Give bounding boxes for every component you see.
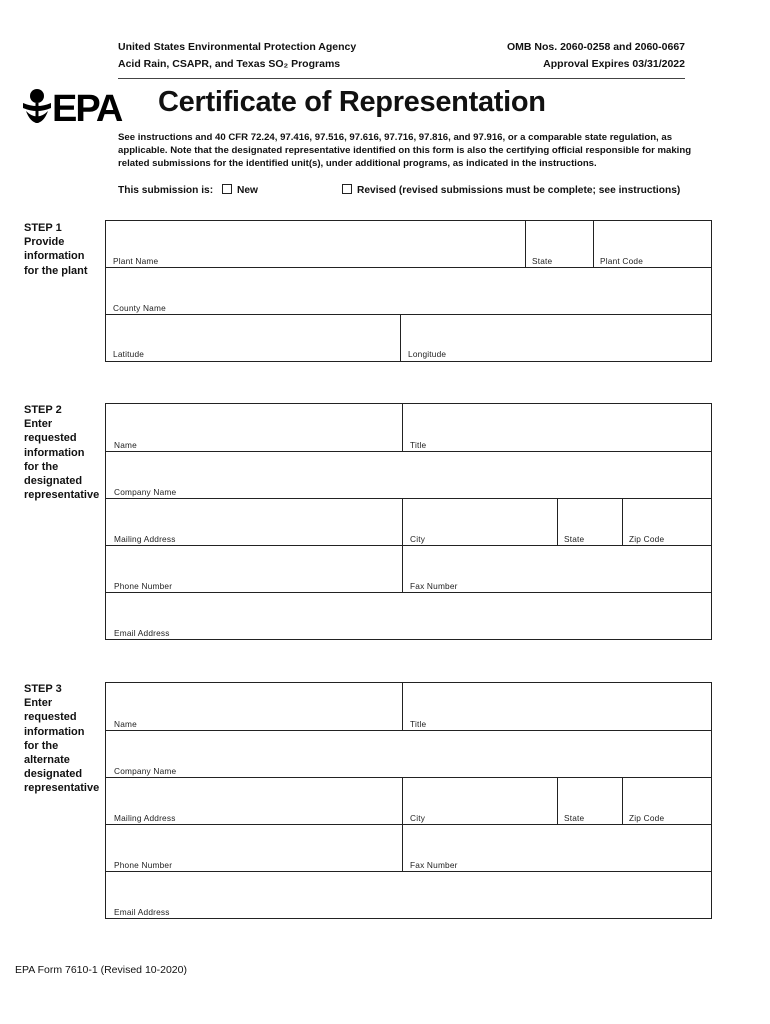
omb-numbers: OMB Nos. 2060-0258 and 2060-0667 <box>506 41 685 53</box>
new-label: New <box>237 185 258 196</box>
dr-city-label: City <box>410 534 426 544</box>
adr-title-label: Title <box>410 719 427 729</box>
dr-company-field[interactable] <box>106 452 711 498</box>
new-option[interactable] <box>222 184 258 197</box>
plant-name-field[interactable] <box>106 221 525 267</box>
dr-company-label: Company Name <box>114 487 177 497</box>
dr-state-field[interactable] <box>558 499 622 545</box>
adr-company-field[interactable] <box>106 731 711 777</box>
epa-flower-icon <box>22 86 126 126</box>
revised-option[interactable] <box>342 184 680 197</box>
page-title: Certificate of Representation <box>158 86 546 118</box>
dr-mailing-address-label: Mailing Address <box>114 534 176 544</box>
dr-title-field[interactable] <box>403 404 711 451</box>
plant-name-label: Plant Name <box>113 256 159 266</box>
dr-state-label: State <box>564 534 585 544</box>
adr-title-field[interactable] <box>403 683 711 730</box>
adr-name-label: Name <box>114 719 137 729</box>
dr-title-label: Title <box>410 440 427 450</box>
plant-code-label: Plant Code <box>600 256 644 266</box>
adr-email-field[interactable] <box>106 872 711 918</box>
latitude-label: Latitude <box>113 349 145 359</box>
epa-logo-text: EPA <box>52 88 122 126</box>
adr-name-field[interactable] <box>106 683 402 730</box>
adr-mailing-address-label: Mailing Address <box>114 813 176 823</box>
epa-logo <box>22 86 126 126</box>
adr-email-label: Email Address <box>114 907 170 917</box>
dr-fax-label: Fax Number <box>410 581 458 591</box>
plant-state-field[interactable] <box>526 221 593 267</box>
plant-code-field[interactable] <box>594 221 711 267</box>
dr-mailing-address-field[interactable] <box>106 499 402 545</box>
revised-label: Revised (revised submissions must be complete; see instructions) <box>357 185 681 196</box>
step1-heading: STEP 1 Provide information for the plant <box>24 222 88 277</box>
header-divider <box>118 78 685 79</box>
agency-name: United States Environmental Protection Agency <box>118 41 357 53</box>
dr-city-field[interactable] <box>403 499 557 545</box>
dr-fax-field[interactable] <box>403 546 711 592</box>
dr-email-field[interactable] <box>106 593 711 639</box>
dr-phone-label: Phone Number <box>114 581 173 591</box>
adr-fax-label: Fax Number <box>410 860 458 870</box>
dr-phone-field[interactable] <box>106 546 402 592</box>
adr-mailing-address-field[interactable] <box>106 778 402 824</box>
dr-name-label: Name <box>114 440 137 450</box>
adr-fax-field[interactable] <box>403 825 711 871</box>
longitude-field[interactable] <box>401 315 711 361</box>
county-name-label: County Name <box>113 303 166 313</box>
adr-phone-label: Phone Number <box>114 860 173 870</box>
submission-label: This submission is: <box>118 185 214 196</box>
dr-zip-field[interactable] <box>623 499 711 545</box>
new-checkbox[interactable] <box>222 184 232 194</box>
step1-plant-table <box>105 220 712 362</box>
instructions-text: See instructions and 40 CFR 72.24, 97.416, 97.516, 97.616, 97.716, 97.816, and 97.916, or a comparable state regulation, as applicable. Note that the designated representative identified on this form is also the certifying official responsible for making related submissions for the identified unit(s), under additional programs, as indicated in the instructions. <box>118 132 692 170</box>
adr-city-label: City <box>410 813 426 823</box>
adr-phone-field[interactable] <box>106 825 402 871</box>
program-names: Acid Rain, CSAPR, and Texas SO₂ Programs <box>118 58 341 70</box>
step2-representative-table <box>105 403 712 640</box>
longitude-label: Longitude <box>408 349 447 359</box>
adr-zip-field[interactable] <box>623 778 711 824</box>
plant-state-label: State <box>532 256 553 266</box>
latitude-field[interactable] <box>106 315 400 361</box>
step3-alternate-table <box>105 682 712 919</box>
adr-city-field[interactable] <box>403 778 557 824</box>
approval-expiration: Approval Expires 03/31/2022 <box>543 58 685 70</box>
adr-state-label: State <box>564 813 585 823</box>
revised-checkbox[interactable] <box>342 184 352 194</box>
adr-company-label: Company Name <box>114 766 177 776</box>
dr-zip-label: Zip Code <box>629 534 665 544</box>
step3-heading: STEP 3 Enter requested information for the alternate designated representative <box>24 683 100 795</box>
adr-zip-label: Zip Code <box>629 813 665 823</box>
dr-email-label: Email Address <box>114 628 170 638</box>
step2-heading: STEP 2 Enter requested information for the designated representative <box>24 404 100 502</box>
dr-name-field[interactable] <box>106 404 402 451</box>
form-footer: EPA Form 7610-1 (Revised 10-2020) <box>15 964 187 976</box>
county-name-field[interactable] <box>106 268 711 314</box>
adr-state-field[interactable] <box>558 778 622 824</box>
